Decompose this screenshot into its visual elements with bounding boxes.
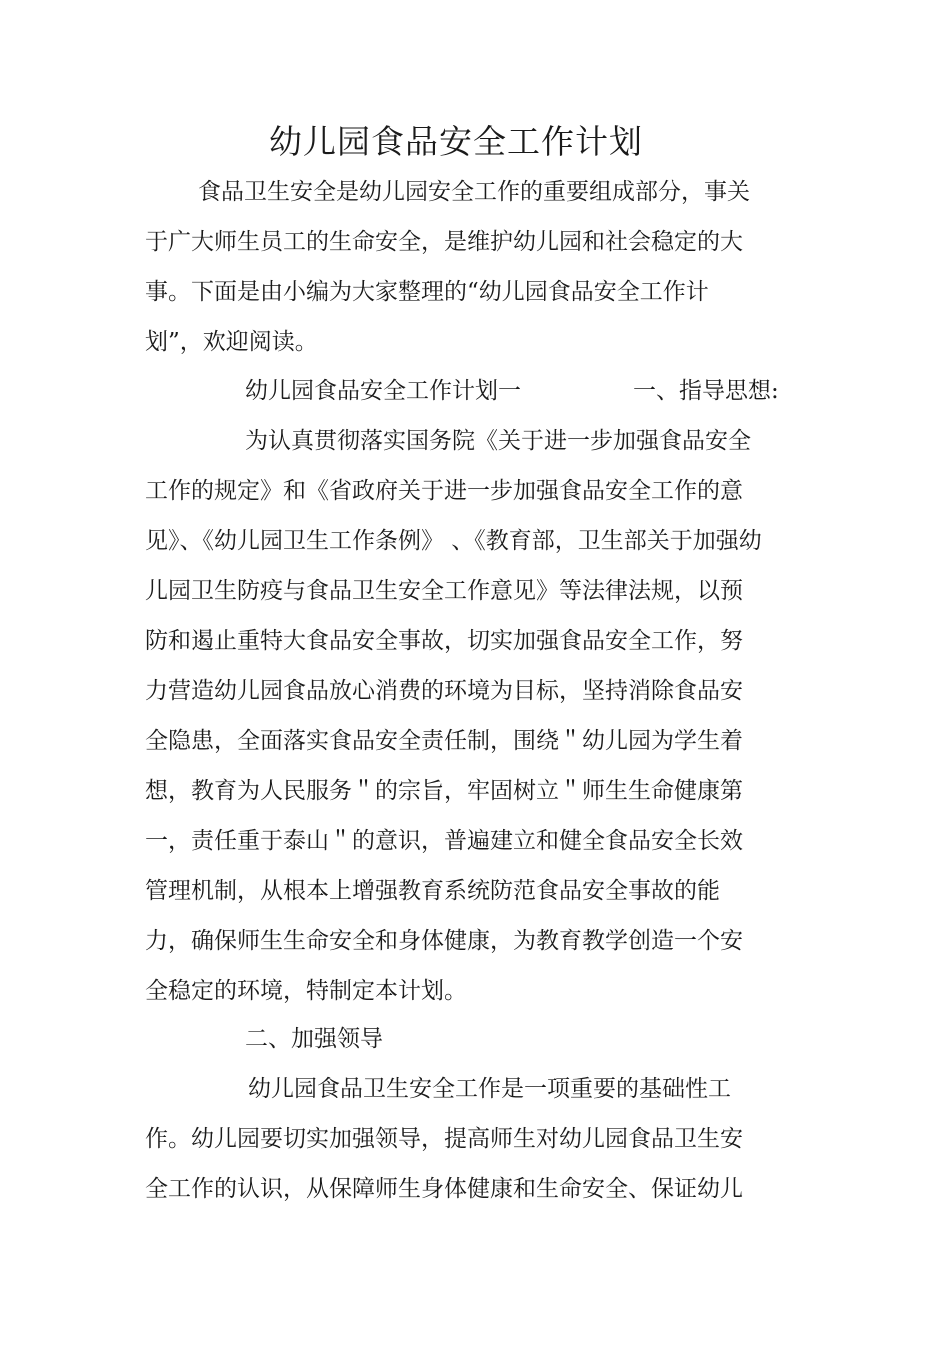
- paragraph-line: 管理机制，从根本上增强教育系统防范食品安全事故的能: [145, 878, 720, 904]
- section-heading-line: [245, 373, 779, 409]
- paragraph-line: 见》、《幼儿园卫生工作条例》 、《教育部，卫生部关于加强幼: [145, 528, 762, 554]
- paragraph-line: 划”，欢迎阅读。: [145, 329, 318, 355]
- paragraph-line: 食品卫生安全是幼儿园安全工作的重要组成部分，事关: [198, 179, 750, 205]
- paragraph-line: 力营造幼儿园食品放心消费的环境为目标，坚持消除食品安: [145, 678, 743, 704]
- document-title: 幼儿园食品安全工作计划: [269, 122, 643, 161]
- paragraph-line: 一，责任重于泰山＂的意识，普遍建立和健全食品安全长效: [145, 828, 743, 854]
- paragraph-line: 力，确保师生生命安全和身体健康，为教育教学创造一个安: [145, 928, 743, 954]
- paragraph-line: 于广大师生员工的生命安全，是维护幼儿园和社会稳定的大: [145, 229, 743, 255]
- section-heading: 二、加强领导: [245, 1026, 383, 1052]
- paragraph-line: 工作的规定》和《省政府关于进一步加强食品安全工作的意: [145, 478, 743, 504]
- paragraph-line: 防和遏止重特大食品安全事故，切实加强食品安全工作，努: [145, 628, 743, 654]
- paragraph-line: 儿园卫生防疫与食品卫生安全工作意见》等法律法规，以预: [145, 578, 743, 604]
- section-one-heading: 一、指导思想:: [633, 378, 779, 404]
- paragraph-line: 全稳定的环境，特制定本计划。: [145, 978, 467, 1004]
- paragraph-line: 想，教育为人民服务＂的宗旨，牢固树立＂师生生命健康第: [145, 778, 743, 804]
- paragraph-line: 事。下面是由小编为大家整理的“幼儿园食品安全工作计: [145, 279, 709, 305]
- paragraph-line: 幼儿园食品卫生安全工作是一项重要的基础性工: [248, 1076, 731, 1102]
- section-one-title: 幼儿园食品安全工作计划一: [245, 378, 521, 404]
- paragraph-line: 全隐患，全面落实食品安全责任制，围绕＂幼儿园为学生着: [145, 728, 743, 754]
- paragraph-line: 全工作的认识，从保障师生身体健康和生命安全、保证幼儿: [145, 1176, 743, 1202]
- paragraph-line: 为认真贯彻落实国务院《关于进一步加强食品安全: [245, 428, 751, 454]
- paragraph-line: 作。幼儿园要切实加强领导，提高师生对幼儿园食品卫生安: [145, 1126, 743, 1152]
